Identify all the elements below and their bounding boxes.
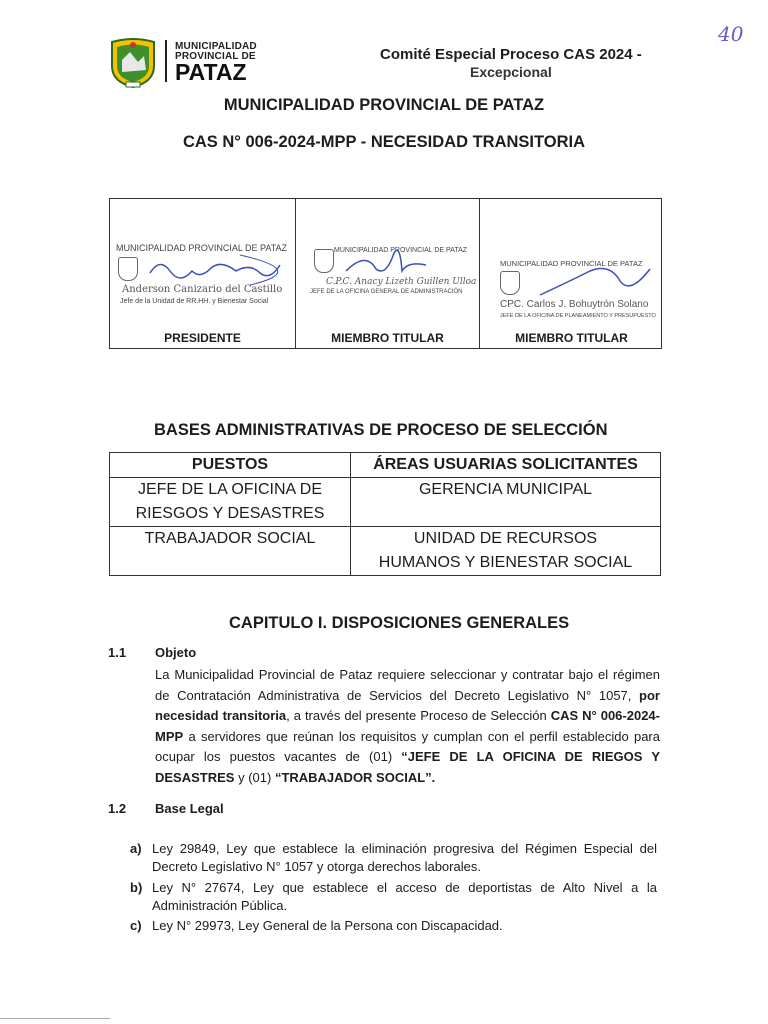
signature-role: MIEMBRO TITULAR [331, 331, 444, 345]
handwritten-page-number: 40 [718, 22, 744, 46]
text-run-bold: CAS N° 006-2024-MPP [155, 708, 660, 744]
cell-line: GERENCIA MUNICIPAL [418, 481, 593, 498]
stamp-header: MUNICIPALIDAD PROVINCIAL DE PATAZ [116, 243, 288, 253]
signature-cell-president [110, 199, 296, 348]
table-row [110, 527, 661, 576]
signature-cell-member-2 [480, 199, 663, 348]
table-row [110, 478, 661, 527]
signer-position: JEFE DE LA OFICINA GENERAL DE ADMINISTRACIÓN [310, 289, 463, 295]
logo-text-line2: PROVINCIAL DE [175, 51, 256, 62]
signer-position: JEFE DE LA OFICINA DE PLANEAMIENTO Y PRESUPUESTO [500, 313, 656, 319]
signer-name: CPC. Carlos J. Bohuytrón Solano [500, 299, 649, 310]
text-run-bold: “TRABAJADOR SOCIAL”. [274, 769, 436, 785]
list-item [130, 917, 660, 935]
text-run: a servidores que reúnan los requisitos y cumplan con el perfil establecido para ocupar los puestos vacantes de (01) [155, 728, 660, 764]
signature-scribble [336, 241, 446, 281]
list-label: b) [130, 880, 143, 895]
footer-line [0, 1018, 110, 1019]
text-run-bold: “JEFE DE LA OFICINA DE RIEGOS Y DESASTRES [155, 749, 660, 785]
cell-area [351, 527, 661, 576]
list-item [130, 879, 660, 914]
list-label: c) [130, 918, 142, 933]
cell-line: RIESGOS Y DESASTRES [135, 505, 325, 522]
list-text: Ley N° 29973, Ley General de la Persona con Discapacidad. [152, 918, 503, 933]
stamp-emblem [500, 271, 520, 295]
signature-scribble [530, 261, 660, 301]
text-run: , a través del presente Proceso de Selección [286, 708, 551, 723]
stamp-header: MUNICIPALIDAD PROVINCIAL DE PATAZ [334, 247, 468, 254]
committee-title: Comité Especial Proceso CAS 2024 - [380, 46, 642, 63]
bases-title: BASES ADMINISTRATIVAS DE PROCESO DE SELECCIÓN [154, 421, 608, 439]
list-label: a) [130, 841, 142, 856]
cell-puesto [110, 527, 351, 576]
section-number: 1.1 [108, 645, 127, 660]
stamp-emblem [118, 257, 138, 281]
pataz-shield-logo [108, 36, 158, 88]
stamp-header: MUNICIPALIDAD PROVINCIAL DE PATAZ [500, 259, 643, 268]
header-areas: ÁREAS USUARIAS SOLICITANTES [351, 453, 661, 478]
cell-area [351, 478, 661, 527]
section-title-base-legal: Base Legal [155, 801, 224, 816]
cell-line: HUMANOS Y BIENESTAR SOCIAL [378, 554, 633, 571]
cell-line: TRABAJADOR SOCIAL [144, 530, 316, 547]
objeto-paragraph [155, 665, 660, 788]
logo-divider [165, 40, 167, 82]
municipality-title: MUNICIPALIDAD PROVINCIAL DE PATAZ [223, 96, 545, 114]
chapter-title: CAPITULO I. DISPOSICIONES GENERALES [229, 614, 570, 632]
list-text: Ley 29849, Ley que establece la eliminación progresiva del Régimen Especial del Decreto Legislativo N° 1057 y otorga derechos laborales. [152, 841, 657, 874]
text-run: La Municipalidad Provincial de Pataz requiere seleccionar y contratar bajo el régimen de Contratación Administrativa de Servicios del Decreto Legislativo N° 1057, [155, 667, 660, 703]
signature-cell-member-1 [296, 199, 480, 348]
cell-puesto [110, 478, 351, 527]
signature-role: MIEMBRO TITULAR [515, 331, 628, 345]
list-text: Ley N° 27674, Ley que establece el acceso de deportistas de Alto Nivel a la Administración Pública. [152, 880, 657, 913]
header-puestos: PUESTOS [110, 453, 351, 478]
list-item [130, 840, 660, 875]
logo-text-line1: MUNICIPALIDAD [175, 41, 257, 52]
logo-text-pataz: PATAZ [175, 59, 247, 85]
signature-role: PRESIDENTE [164, 331, 241, 345]
signature-table [109, 198, 662, 349]
signer-name: C.P.C. Anacy Lizeth Guillen Ulloa [326, 277, 477, 287]
section-number: 1.2 [108, 801, 127, 816]
signer-name: Anderson Canizario del Castillo [122, 284, 283, 295]
stamp-emblem [314, 249, 334, 273]
text-run-bold: por necesidad transitoria [155, 687, 660, 723]
process-title: CAS N° 006-2024-MPP - NECESIDAD TRANSITORIA [182, 133, 586, 151]
signer-position: Jefe de la Unidad de RR.HH. y Bienestar Social [120, 298, 269, 305]
cell-line: JEFE DE LA OFICINA DE [137, 481, 323, 498]
cell-line: UNIDAD DE RECURSOS [413, 530, 598, 547]
text-run: y (01) [234, 769, 275, 785]
table-header-row [110, 453, 661, 478]
positions-table [109, 452, 661, 576]
section-title-objeto: Objeto [155, 645, 197, 660]
committee-subtitle: Excepcional [470, 64, 552, 80]
